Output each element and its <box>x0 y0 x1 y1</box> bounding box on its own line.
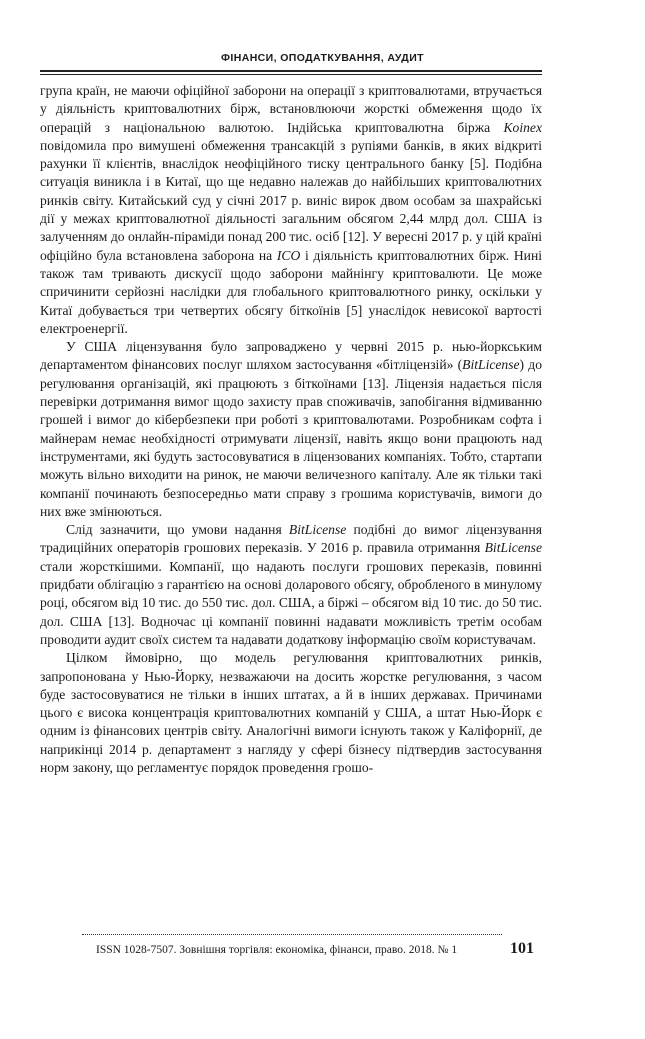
paragraph <box>40 82 542 338</box>
running-title: ФІНАНСИ, ОПОДАТКУВАННЯ, АУДИТ <box>221 52 424 64</box>
page-number: 101 <box>510 940 534 957</box>
italic-term: Koinex <box>503 119 542 135</box>
text-run: У США ліцензування було запроваджено у червні 2015 р. нью-йоркським департаментом фінансових послуг шляхом застосування «бітліцензій» ( <box>40 339 542 373</box>
text-run: стали жорсткішими. Компанії, що надають послуги грошових переказів, повинні придбати облігацію з гарантією на основі доларового обсягу, обробленого в минулому році, обсягом від 10 тис. до 550 тис. дол. США, а біржі – обсягом від 10 тис. до 50 тис. дол. США [13]. Водночас ці компанії повинні надавати можливість третім особам проводити аудит своїх систем та надавати додаткову інформацію своїм користувачам. <box>40 558 542 647</box>
text-run: ) до регулювання організацій, які працюють з біткоїнами [13]. Ліцензія надається після перевірки дотримання вимог щодо захисту прав споживачів, запобігання відмиванню грошей і вимог до кібербезпеки при роботі з криптовалютами. Розробникам софта і майнерам немає необхідності отримувати ліцензії, навіть якщо вони працюють над інструментами, які будуть застосовуватися в ліцензованих компаніях. Тобто, стартапи можуть вільно виходити на ринок, не маючи величезного капіталу. Але як тільки такі компанії починають безпосередньо мати справу з грошима користувачів, вимоги до них вже змінюються. <box>40 357 542 519</box>
paragraph <box>40 338 542 521</box>
text-run: Цілком ймовірно, що модель регулювання криптовалютних ринків, запропонована у Нью-Йорку, незважаючи на досить жорстке регулювання, з часом буде застосовуватися не тільки в інших штатах, а й в інших державах. Причинами цього є висока концентрація криптовалютних компаній у США, а штат Нью-Йорк є одним із фінансових центрів світу. Аналогічні вимоги існують також у Каліфорнії, де наприкінці 2014 р. департамент з нагляду у сфері бізнесу підтвердив застосування норм закону, що регламентує порядок проведення грошо- <box>40 650 542 775</box>
journal-citation: ISSN 1028-7507. Зовнішня торгівля: економіка, фінанси, право. 2018. № 1 <box>96 944 458 956</box>
italic-term: BitLicense <box>288 522 347 538</box>
header-rule <box>40 70 542 72</box>
italic-term: BitLicense <box>462 357 520 373</box>
text-run: повідомила про вимушені обмеження трансакцій з рупіями банків, в яких відкриті рахунки її клієнтів, внаслідок неофіційного тиску центрального банку [5]. Подібна ситуація виникла і в Китаї, що ще недавно належав до найбільших криптовалютних ринків світу. Китайський суд у січні 2017 р. виніс вирок двом особам за шахрайські дії у межах криптовалютної діяльності загальним обсягом 2,44 млрд дол. США із залученням до онлайн-піраміди понад 200 тис. осіб [12]. У вересні 2017 р. у цій країні офіційно була встановлена заборона на <box>40 137 542 263</box>
body-text <box>40 82 542 777</box>
paragraph <box>40 649 542 777</box>
text-run: і діяльність криптовалютних бірж. Нині також там тривають дискусії щодо заборони майнінгу криптовалюти. Це може спричинити серйозні наслідки для глобального криптовалютного ринку, оскільки у Китаї добувається три четвертих обсягу біткоїнів [5] унаслідок невисокої вартості електроенергії. <box>40 247 542 336</box>
text-run: подібні до вимог ліцензування традиційних операторів грошових переказів. У 2016 р. правила отримання <box>40 522 542 556</box>
text-run: Слід зазначити, що умови надання <box>66 522 289 538</box>
italic-term: BitLicense <box>484 540 542 556</box>
text-run: група країн, не маючи офіційної заборони на операції з криптовалютами, втручається у діяльність криптовалютних бірж, встановлюючи жорсткі обмеження щодо їх операцій з національною валютою. Індійська криптовалютна біржа <box>40 83 542 135</box>
header-rule-thin <box>40 74 542 75</box>
footer-dotted-rule <box>82 934 502 935</box>
paragraph <box>40 521 542 649</box>
italic-term: ICO <box>276 247 301 263</box>
